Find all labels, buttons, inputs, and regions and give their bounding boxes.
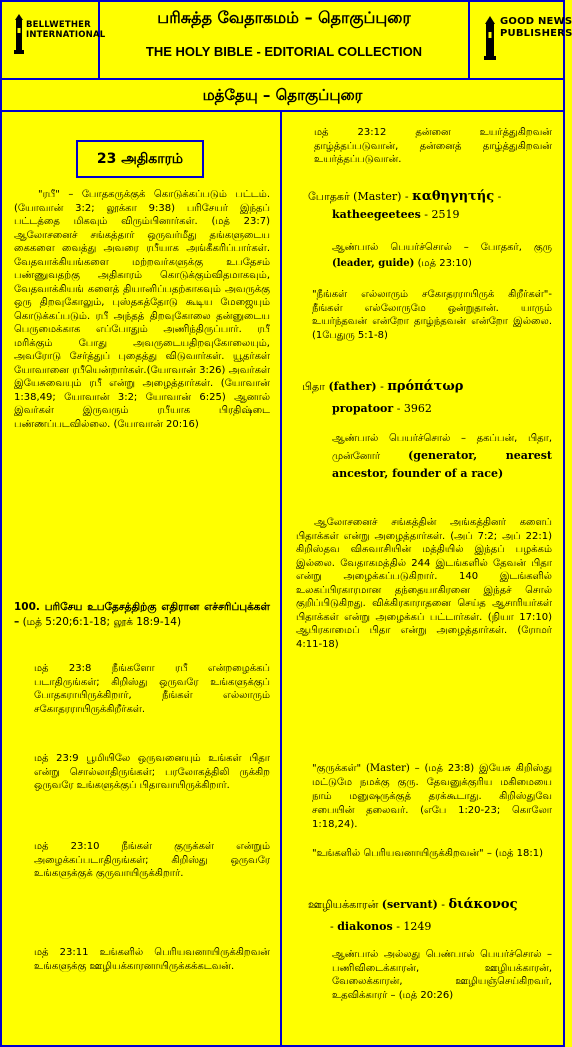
logo-left-text: BELLWETHER INTERNATIONAL — [26, 20, 106, 40]
servant-dash-lead: - — [330, 920, 338, 933]
title-english: THE HOLY BIBLE - EDITORIAL COLLECTION — [145, 44, 423, 59]
father-label: பிதா — [302, 380, 329, 393]
section-title: 100. பரிசேய உபதேசத்திற்கு எதிரான எச்சரிப்புக்கள் – — [14, 601, 270, 628]
left-column — [2, 112, 282, 1045]
father-dash: - — [376, 380, 388, 393]
father-def-tamil: ஆண்பால் பெயர்ச்சொல் – தகப்பன், பிதா, முன்னோர் — [332, 433, 552, 462]
servant-label: ஊழியக்காரன் — [308, 898, 382, 911]
title-tamil: பரிசுத்த வேதாகமம் – தொகுப்புரை — [157, 8, 411, 27]
verse-23-8: மத் 23:8 நீங்களோ ரபீ என்றழைக்கப் படாதிருங்கள்; கிறிஸ்து ஒருவரே உங்களுக்குப் போதகராயிருக்கிறார், நீங்கள் எல்லாரும் சகோதரராயிருக்கிறீர்கள். — [34, 663, 270, 715]
right-column — [282, 112, 563, 1045]
master-definition — [332, 240, 552, 272]
bellwether-logo — [2, 2, 106, 78]
servant-definition: ஆண்பால் அல்லது பெண்பால் பெயர்ச்சொல் – பணிவிடைக்காரன், ஊழியக்காரன், வேலைக்காரன், ஊழியஞ்செய்கிறவர், உதவிக்காரர் – (மத் 20:26) — [332, 949, 552, 1001]
father-strongs: - 3962 — [393, 402, 432, 415]
logo-right-text: GOOD NEWS PUBLISHERS — [500, 16, 572, 39]
guru-term: "குருக்கள்" — [312, 763, 366, 774]
guru-text: – (மத் 23:8) இயேசு கிறிஸ்து மட்டுமே நமக்கு குரு. தேவனுக்குரிய மகிமையை நாம் மனுஷருக்குத் தரக்கூடாது. கிறிஸ்துவே சபையின் தலைவர். (எபே 1:20-23; கொலோ 1:18,24). — [312, 763, 552, 830]
master-def-tamil: ஆண்பால் பெயர்ச்சொல் – போதகர், குரு — [332, 242, 552, 253]
rabbi-paragraph: "ரபீ" – போதகருக்குக் கொடுக்கப்படும் பட்டம். (யோவான் 3:2; லூக்கா 9:38) பரிசேயர் இந்தப் பட்டத்தை மிகவும் விரும்பினார்கள். (மத் 23:7) ஆலோசனைச் சங்கத்தார் ஒருவர்மீது தங்களுடைய கைகளை வைத்து அவரை ரபீயாக அங்கீகரிப்பார்கள். வேதவாக்கியங்களை மற்றவர்களுக்கு உபதேசம் பண்ணுவதற்கு அதிகாரம் கொடுக்கும்விதமாகவும், வேதவாக்கியங் களைத் தியானிப்பதற்காகவும் அவருக்கு ஒரு திறவுகோலும், புஸ்தகத்தோடு கூடிய மேஜையும் கொடுக்கப்படும். ரபீ அந்தத் திறவுகோலை தன்னுடைய பெருமைக்காக எப்போதும் அணிந்திருப்பார். ரபீ மரிக்கும் போது அவருடையதிறவுகோலையும், அவரோடு சேர்த்துப் புதைத்து விடுவார்கள். யூதர்கள் யோவானை ரபீயென்றார்கள்.(யோவான் 3:26) அவர்கள் இயேசுவையும் ரபீ என்று அழைத்தார்கள். (யோவான் 1:38,49; யோவான் 3:2; யோவான் 6:25) ஆனால் இவர்கள் இருவரும் ரபீயாக பிரதிஷ்டை பண்ணப்படவில்லை. (யோவான் 20:16) — [14, 189, 270, 430]
father-def-english: (generator, nearest ancestor, founder of a race) — [332, 449, 552, 480]
book-title: மத்தேயு – தொகுப்புரை — [2, 80, 563, 112]
verse-23-10: மத் 23:10 நீங்கள் குருக்கள் என்றும் அழைக்கப்படாதிருங்கள்; கிறிஸ்து ஒருவரே உங்களுக்குக் குருவாயிருக்கிறார். — [34, 841, 270, 879]
master-def-ref: (மத் 23:10) — [414, 258, 472, 269]
master-label: போதகர் (Master) - — [308, 190, 413, 203]
father-word-entry — [302, 376, 552, 420]
master-strongs: - 2519 — [420, 208, 460, 221]
master-translit: katheegeetees — [332, 208, 421, 221]
father-english: (father) — [328, 380, 377, 393]
master-def-english: (leader, guide) — [332, 258, 415, 269]
verse-23-12: மத் 23:12 தன்னை உயர்த்துகிறவன் தாழ்த்தப்படுவான், தன்னைத் தாழ்த்துகிறவன் உயர்த்தப்படுவான். — [314, 127, 552, 165]
guru-paragraph — [312, 762, 552, 832]
verse-23-9: மத் 23:9 பூமியிலே ஒருவனையும் உங்கள் பிதா என்று சொல்லாதிருங்கள்; பரலோகத்திலி ருக்கிற ஒருவரே உங்களுக்குப் பிதாவாயிருக்கிறார். — [34, 753, 270, 791]
master-greek: καθηγητής — [412, 189, 495, 204]
servant-translit: diakonos — [337, 920, 393, 933]
section-ref: (மத் 5:20;6:1-18; லூக் 18:9-14) — [19, 616, 182, 628]
servant-english: (servant) — [381, 898, 438, 911]
header — [2, 2, 572, 80]
council-paragraph: ஆலோசனைச் சங்கத்தின் அங்கத்தினர் களைப் பிதாக்கள் என்று அழைத்தார்கள். (அப் 7:2; அப் 22:1) கிறிஸ்தவ விசுவாசியின் மத்தியில் இந்தப் பழக்கம் இல்லை. வேதாகமத்தில் 244 இடங்களில் தேவன் பிதா என்று அழைக்கப்படுகிறார். 140 இடங்களில் உலகப்பிரகாரமான தந்தையாகிரனை இந்தச் சொல் குறிப்பிடுகிறது. விக்கிரகாராதனை செய்த ஆசாரியர்கள் பிதாக்கள் என்று அழைக்கப் பட்டார்கள். (நியா 17:10) ஆபிரகாமைப் பிதா என்று அழைத்தார்கள். (ரோமர் 4:11-18) — [296, 517, 552, 650]
servant-greek: διάκονος — [448, 897, 518, 912]
chapter-heading: 23 அதிகாரம் — [76, 140, 204, 178]
father-translit: propatoor — [332, 402, 394, 415]
master-word-entry: போதகர் (Master) - καθηγητής - katheegeetees - 2519 — [308, 189, 502, 221]
servant-word-entry — [308, 894, 552, 938]
guru-english: (Master) — [365, 763, 410, 774]
brothers-paragraph: "நீங்கள் எல்லாரும் சகோதரராயிருக் கிறீர்கள்"- நீங்கள் எல்லோருமே ஒன்றுதான். யாரும் உயர்ந்தவன் என்றோ தாழ்ந்தவன் என்றோ இல்லை. (1பேதுரு 5:1-8) — [312, 289, 552, 341]
father-definition — [332, 430, 552, 483]
greatest-paragraph: "உங்களில் பெரியவனாயிருக்கிறவன்" – (மத் 18:1) — [312, 848, 544, 859]
good-news-logo — [468, 2, 572, 78]
father-greek: πρόπάτωρ — [387, 379, 464, 394]
verse-23-11: மத் 23:11 உங்களில் பெரியவனாயிருக்கிறவன் உங்களுக்கு ஊழியக்காரனாயிருக்கக்கடவன். — [34, 947, 270, 972]
section-heading — [14, 600, 270, 630]
servant-strongs: - 1249 — [392, 920, 432, 933]
servant-dash: - — [437, 898, 449, 911]
